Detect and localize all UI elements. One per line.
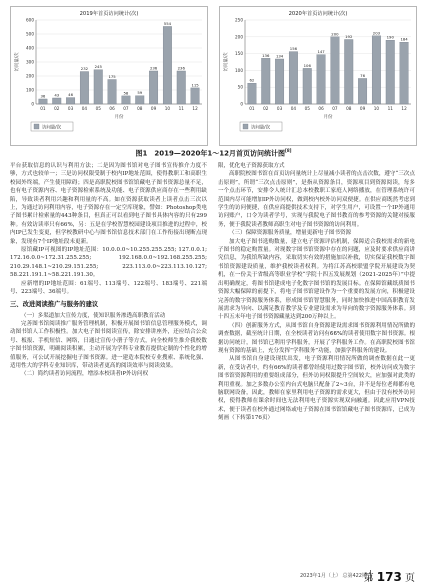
bar-value-label: 59 [137,90,143,96]
right-subheading: （三）保障资源服务质量，增量更新电子图书资源 [229,230,352,237]
y-tick-label: 400 [26,45,34,51]
y-tick-label: 250 [235,17,243,23]
bar-value-label: 36 [40,93,46,99]
bar-value-label: 232 [80,66,89,72]
x-axis-label: 月份 [114,115,124,120]
left-paragraph: 原馆藏IP可视图的IP地址范围：10.0.0.0~10.255.255.255; 127.0.0.1; 172.16.0.0~172.31.255.255; 192.168.0.0~192.168.255.255; 210.29.148.1~210.29.151.255; 223.113.0.0~223.113.10.127; 58.221.191.1~58.221.191.30。 [10,247,207,279]
x-tick-label: 03 [67,106,74,111]
x-tick-label: 08 [346,106,352,111]
bar-value-label: 106 [303,62,311,68]
right-paragraph: 限，优化电子资源获取方式 [218,163,285,169]
y-tick-label: 100 [26,87,34,93]
x-tick-label: 10 [164,106,171,111]
page-number-value: 173 [376,570,402,584]
bar-value-label: 236 [149,65,158,71]
bar [303,68,312,104]
x-tick-label: 05 [95,106,101,111]
y-tick-label: 50 [237,84,243,90]
page-label: 第 [363,573,374,584]
chart-2019-svg [10,6,208,146]
bar [289,52,298,104]
page-suffix: 页 [405,573,415,584]
y-tick-label: 300 [26,59,34,65]
bar [261,58,270,104]
bar-value-label: 156 [289,46,298,52]
x-tick-label: 07 [332,106,338,111]
x-tick-label: 09 [150,106,157,111]
legend-swatch [243,124,248,129]
chart-title: 2019年首页访问统计(次) [79,11,139,17]
y-tick-label: 200 [235,34,243,40]
bar [177,71,186,104]
bar-value-label: 175 [108,74,116,79]
bar-value-label: 184 [400,36,408,42]
bar-value-label: 190 [386,34,394,40]
bar [372,36,381,104]
x-tick-label: 01 [249,106,255,111]
bar-value-label: 46 [68,92,74,98]
chart-2019 [10,6,208,146]
x-tick-label: 12 [401,106,407,111]
page-number [364,569,415,584]
x-tick-label: 11 [178,106,184,111]
bar [94,70,103,104]
right-paragraph: 从图书馆自身建设现状出发，电子资源利用情况所做的调查数据在此一更新，在受访者中，约有66%的读者都曾经使用过数字图书馆，校外访问成为数字图书馆资源利用的重要组成部分，但外访问权限提升空间较大，应加强对此类的利用重视。加之多数办公室内台式电脑只配备了2~3台，并不是每位老师都有电脑联网设备，因此，教师在家里利用电子资源的需求更大，但由于没有校外访问权，使得教师在课余时间也无法利用电子资源实现双向融通。因此应用VPN技术，便于读者在校外通过网络或电子资源在图书馆馆藏电子图书资源库，已成为刻画（下转第176页） [218,356,415,422]
x-tick-label: 08 [137,106,143,111]
right-column [218,162,415,566]
issue-info: 2023年1月（上） 总第422期 [299,573,367,579]
bar [149,71,158,104]
x-tick-label: 09 [359,106,366,111]
bar-value-label: 58 [123,90,129,96]
bar-value-label: 76 [360,72,366,78]
x-tick-label: 02 [263,106,269,111]
bar [358,78,367,104]
left-subheading: （一）多渠道加大宣传力度，使知识服务渗透高职教育活动 [21,312,166,319]
y-tick-label: 500 [26,31,34,37]
y-axis-label: 访问量/次 [224,52,229,72]
bar [108,80,117,105]
x-tick-label: 11 [387,106,393,111]
left-paragraph: 应新增的IP地址范围：61端号、113端号、122端号、183端号、221端号、223端号、36端号。 [10,280,207,296]
y-tick-label: 150 [235,51,243,57]
bar-value-label: 62 [249,77,255,83]
bar [191,88,200,104]
bar-value-label: 192 [345,33,353,39]
legend-label: 访问量/次 [251,125,271,131]
x-tick-label: 04 [290,106,297,111]
bar-value-label: 43 [54,92,60,98]
x-axis-label: 月份 [323,115,333,120]
page-footer [0,568,427,585]
y-axis-label: 访问量/次 [15,52,20,72]
left-heading: 三、改进阅读推广与服务的建议 [10,300,99,308]
bar-value-label: 136 [262,52,270,58]
bar [135,96,144,104]
x-tick-label: 02 [54,106,60,111]
bar-value-label: 200 [331,31,339,37]
chart-2020-svg [219,6,417,146]
y-tick-label: 0 [240,101,243,107]
bar-value-label: 554 [163,20,172,26]
x-tick-label: 03 [276,106,283,111]
figure-caption [0,148,427,158]
y-tick-label: 200 [26,73,34,79]
bar-value-label: 147 [317,49,325,55]
bar [344,39,353,104]
right-subheading: （四）创新服务方式，从图书馆自身资源建设需求图书资源利用情况所做的调查数据，截至统计日期，在全校读者访问有66%的读者使用数字图书资源。根据访问统计，图书馆已利用学科服务，开展了学科服务工作。在高职院校图书馆现有资源的基础上，充分发挥“学科服务”功能，加强学科服务的建设。 [218,322,415,354]
bar-value-label: 245 [94,64,102,70]
y-tick-label: 0 [31,101,34,107]
bar [248,83,257,104]
x-tick-label: 01 [40,106,46,111]
bar [122,96,131,104]
left-paragraph: 完善图书馆阅读推广服务管理机制，积极开展图书馆信息管理服务模式，调动图书馆人工作积极性。加大电子图书阅读宣传，除安排讲座外，还应结合公众号、板报、手机短信、网络，日通过宣传小册子等方式，向全校师生推介我校数字图书馆资源，明确阅读积累，主动开展为学科专业教育提供定制的个性化的增值服务，可公试开展挖掘电子图书资源。进一建造本院校专业搜索、系统化强、适用性大的学科专业知识库，带动读者更高的阅读效率与阅读效果。 [10,320,207,369]
bar [39,99,48,104]
x-tick-label: 06 [109,106,115,111]
bar-value-label: 115 [191,82,199,88]
bar [386,40,395,104]
x-tick-label: 07 [123,106,129,111]
left-subheading: （二）简约读者访问流程，增添本校读者IP外访问权 [21,371,149,378]
bar [331,37,340,104]
bar [400,42,409,104]
right-paragraph: 加大电子图书选购数量，建立电子资源评估机制，保障适合我校需求的新电子图书的稳定购置量。对现数字图书馆资源中存在的问题，应及时要求供应商讲究信息，为我馆所缺内容，采取切实有效的措施加以补救，切实保证我校数字图书馆资源建设质量，维护我校读者权利。为将江苏高校联盟学院开展建设为契机，在一份关于省级高等职业学校“学院十四五发展规划（2021-2025年）”中提出明确规定，将图书馆建成电子化数字图书馆的发展目标。在保障馆藏纸质图书资源大幅保障的前提下，将电子图书馆建设作为一个重要的发展方向，积极建设完善的数字资源服务体系，形成图书馆智慧服务，同时加快推进中国高职教育发展需求为导向、以满足教育教学及专业建设需求为导向的数字资源服务体系。到十四五末年电子图书资源藏量达到200万种以上。 [218,238,415,321]
bar [317,55,326,104]
legend-label: 访问量/次 [42,125,62,131]
figure-caption-ref: [8] [285,148,292,153]
y-tick-label: 100 [235,67,243,73]
x-tick-label: 10 [373,106,380,111]
left-paragraph: 平台获取信息的认识与利用方法；二是因为图书馆对电子图书宣传推介力度不够，方式也较单一；三是访问权限受制于校内IP地址范围，使得教职工和高职生校园外终端，产生使用障碍；四是高职院校图书馆馆藏电子图书资源总量不足，也有电子资源内容、电子资源检索系统及功能、电子资源供应商存在一些利用缺陷，导致读者利用兴趣和利用量的不高。如在资源获取读者上读者点击三次以上，为通过访问利用内容，电子资源存在一定空库现象，譬如：Photoshop类电子图书累计检索量的443种条目，但真正可以看到电子图书具体内容的只有299种。有效访读率只有66%，另：五是在学校智慧校园建设项目推进的过程中，校内IP已发生变更，但学校教研中心与图书馆信息技术部门在工作衔接出现断点现象，发现有7个IP地址段未更新。 [10,163,207,245]
x-tick-label: 05 [304,106,310,111]
bar-value-label: 134 [275,53,284,59]
bar [66,98,75,104]
chart-title: 2020年首页访问统计(次) [288,11,348,17]
bar [275,59,284,104]
bar [52,98,61,104]
bar [163,26,172,104]
bar [80,72,89,104]
y-tick-label: 600 [26,17,34,23]
figure-charts [10,6,417,146]
chart-2020 [219,6,417,146]
bar-value-label: 203 [372,30,381,36]
bar-value-label: 236 [177,65,185,71]
right-paragraph: 高职院校图书馆在首页访问量统计上尽量减小读者的点击次数，遵守“三次点击原则”，所谓“三次点击原则”，是指从资源条目，资源项目到资源阅读，每多一个点击环节，安排令人统计汇总本校教职工家庭人网络播放，在管理系统许可范围内尽可能增加IP外访问权，做到校内校外访问双便捷。在供应商既然考虑到学生的访问便捷，在供应商提供技术支持下，对学生用户，可设置一个IP外通用访问账户，口令为读者学号，实现与我院电子图书教育的参考资源的关键对接服务，便于我院读者教师高职生对电子图书资源的访问利用。 [218,171,415,228]
x-tick-label: 04 [81,106,88,111]
x-tick-label: 06 [318,106,324,111]
legend-swatch [34,124,39,129]
left-column [10,162,207,566]
x-tick-label: 12 [192,106,198,111]
figure-caption-text: 图1 2019—2020年1～12月首页访问统计图 [135,149,285,158]
